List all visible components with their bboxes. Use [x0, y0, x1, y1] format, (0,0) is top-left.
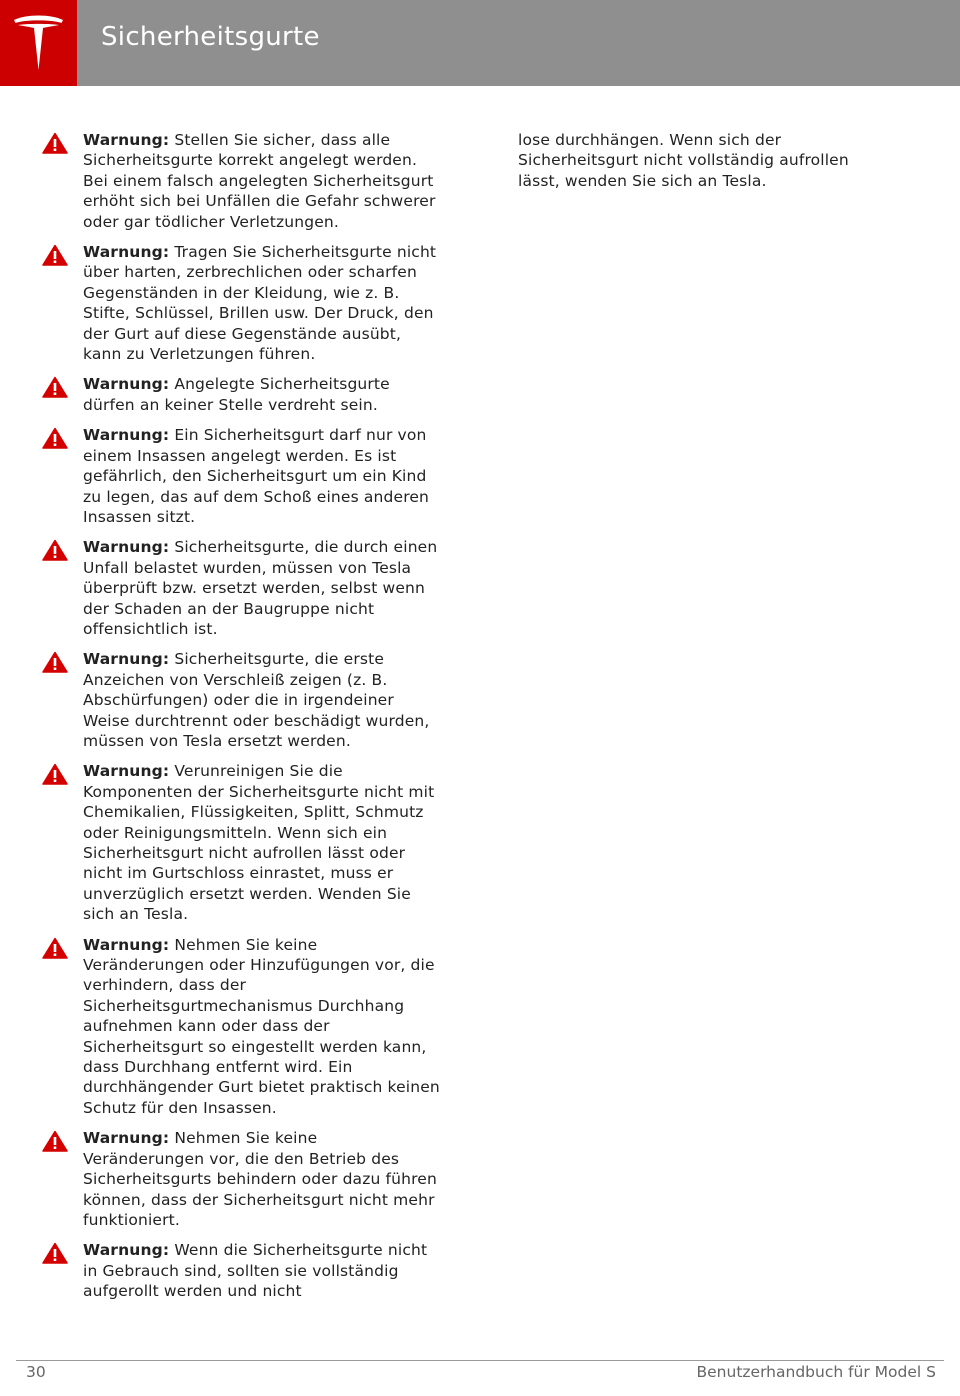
warning-item	[42, 374, 442, 415]
warning-label: Warnung:	[83, 243, 170, 262]
warning-label: Warnung:	[83, 375, 170, 394]
warning-triangle-icon	[42, 244, 68, 266]
warning-triangle-icon	[42, 132, 68, 154]
warning-label: Warnung:	[83, 426, 170, 445]
tesla-logo-icon	[12, 14, 65, 72]
warning-label: Warnung:	[83, 650, 170, 669]
warning-text: Sicherheitsgurte, die erste Anzeichen von Verschleiß zeigen (z. B. Abschürfungen) oder die in irgendeiner Weise durchtrennt oder beschädigt wurden, müssen von Tesla ersetzt werden.	[83, 650, 430, 750]
warning-text: Stellen Sie sicher, dass alle Sicherheitsgurte korrekt angelegt werden. Bei einem falsch angelegten Sicherheitsgurt erhöht sich bei Unfällen die Gefahr schwerer oder gar tödlicher Verletzungen.	[83, 131, 436, 231]
warning-label: Warnung:	[83, 1129, 170, 1148]
warning-item	[42, 425, 442, 527]
header-bar	[0, 0, 960, 86]
warning-text: Wenn die Sicherheitsgurte nicht in Gebrauch sind, sollten sie vollständig aufgerollt werden und nicht	[83, 1241, 428, 1301]
footer-divider	[16, 1360, 944, 1361]
warning-item	[42, 649, 442, 751]
warning-label: Warnung:	[83, 762, 170, 781]
warning-triangle-icon	[42, 651, 68, 673]
warning-item	[42, 1128, 442, 1230]
warning-item	[42, 1240, 442, 1301]
warning-item	[42, 761, 442, 924]
warnings-column	[42, 130, 442, 1312]
warning-item	[42, 537, 442, 639]
page-title: Sicherheitsgurte	[101, 22, 320, 52]
warning-label: Warnung:	[83, 935, 170, 954]
warning-item	[42, 935, 442, 1119]
warning-triangle-icon	[42, 1242, 68, 1264]
page-number: 30	[26, 1363, 46, 1381]
warning-text: Nehmen Sie keine Veränderungen oder Hinzufügungen vor, die verhindern, dass der Sicherheitsgurtmechanismus Durchhang aufnehmen kann oder dass der Sicherheitsgurt so eingestellt werden kann, dass Durchhang entfernt wird. Ein durchhängender Gurt bietet praktisch keinen Schutz für den Insassen.	[83, 935, 440, 1117]
warning-item	[42, 130, 442, 232]
warning-triangle-icon	[42, 937, 68, 959]
warning-triangle-icon	[42, 427, 68, 449]
warning-text: Angelegte Sicherheitsgurte dürfen an keiner Stelle verdreht sein.	[83, 375, 390, 414]
warning-triangle-icon	[42, 376, 68, 398]
logo-box	[0, 0, 77, 86]
continuation-text: lose durchhängen. Wenn sich der Sicherheitsgurt nicht vollständig aufrollen lässt, wenden Sie sich an Tesla.	[518, 131, 849, 190]
warning-triangle-icon	[42, 1130, 68, 1152]
warning-text: Ein Sicherheitsgurt darf nur von einem Insassen angelegt werden. Es ist gefährlich, den Sicherheitsgurt um ein Kind zu legen, das auf dem Schoß eines anderen Insassen sitzt.	[83, 426, 430, 526]
warning-text: Tragen Sie Sicherheitsgurte nicht über harten, zerbrechlichen oder scharfen Gegenständen in der Kleidung, wie z. B. Stifte, Schlüssel, Brillen usw. Der Druck, den der Gurt auf diese Gegenstände ausübt, kann zu Verletzungen führen.	[83, 243, 437, 364]
warning-label: Warnung:	[83, 1241, 170, 1260]
warning-label: Warnung:	[83, 538, 170, 557]
warning-label: Warnung:	[83, 131, 170, 149]
warning-triangle-icon	[42, 539, 68, 561]
warning-text: Verunreinigen Sie die Komponenten der Sicherheitsgurte nicht mit Chemikalien, Flüssigkeiten, Splitt, Schmutz oder Reinigungsmitteln. Wenn sich ein Sicherheitsgurt nicht aufrollen lässt oder nicht im Gurtschloss einrastet, muss er unverzüglich ersetzt werden. Wenden Sie sich an Tesla.	[83, 762, 435, 924]
warning-text: Sicherheitsgurte, die durch einen Unfall belastet wurden, müssen von Tesla überprüft bzw. ersetzt werden, selbst wenn der Schaden an der Baugruppe nicht offensichtlich ist.	[83, 538, 438, 638]
manual-title: Benutzerhandbuch für Model S	[696, 1363, 936, 1381]
warning-triangle-icon	[42, 763, 68, 785]
warning-text: Nehmen Sie keine Veränderungen vor, die den Betrieb des Sicherheitsgurts behindern oder dazu führen können, dass der Sicherheitsgurt nicht mehr funktioniert.	[83, 1129, 437, 1229]
warning-item	[42, 242, 442, 364]
